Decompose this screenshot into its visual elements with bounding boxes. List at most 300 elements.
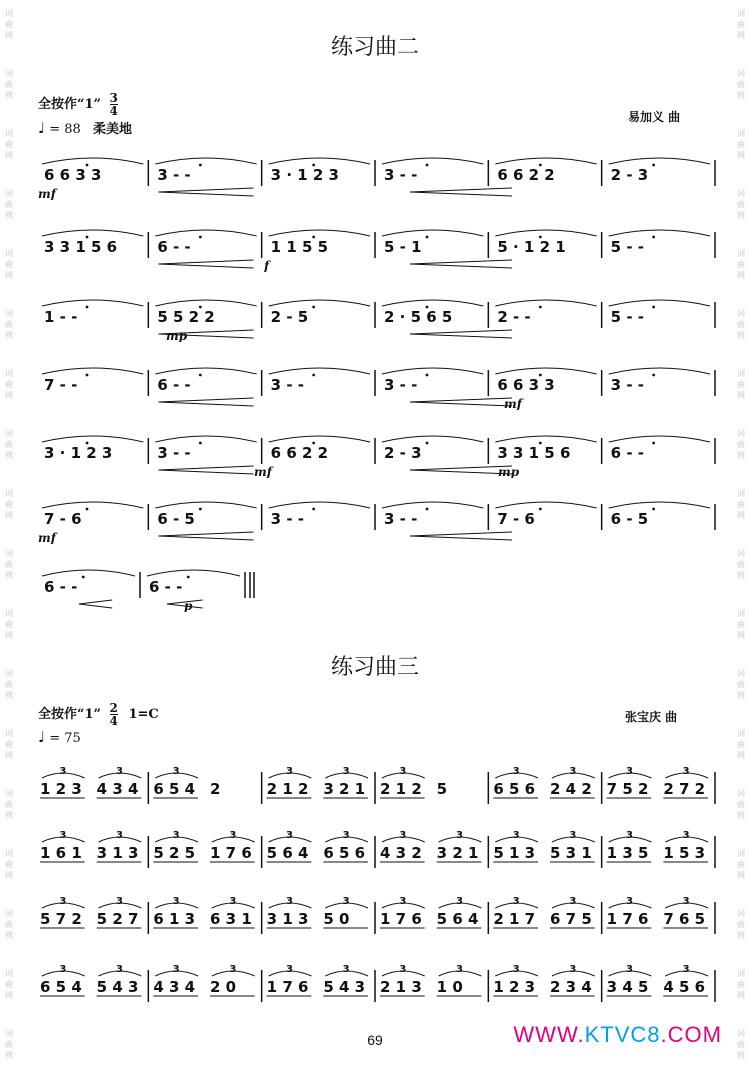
measure-notes: 6 - -: [610, 444, 645, 462]
watermark-text: 词 曲 网: [5, 189, 13, 220]
watermark-text: 词 曲 网: [5, 249, 13, 280]
piece2-composer: 易加义 曲: [628, 110, 681, 124]
measure-notes: 1 0: [436, 978, 463, 996]
slur: [609, 368, 710, 374]
measure-notes: 4 5 6: [663, 978, 706, 996]
octave-dot: [82, 576, 85, 579]
octave-dot: [652, 236, 655, 239]
octave-dot: [312, 306, 315, 309]
measure-notes: 4 3 2: [380, 844, 422, 862]
piece2-row: [36, 222, 716, 272]
octave-dot: [187, 576, 190, 579]
measure-notes: 6 5 6: [493, 780, 536, 798]
slur: [155, 158, 256, 164]
hairpin: [410, 466, 512, 474]
slur: [609, 300, 710, 306]
piece3-composer: 张宝庆 曲: [625, 710, 678, 724]
triplet-mark: 3: [59, 896, 67, 907]
octave-dot: [86, 306, 89, 309]
piece3-row-svg: [36, 764, 716, 814]
piece2-row: [36, 150, 716, 200]
octave-dot: [652, 508, 655, 511]
piece3-fingering: [38, 702, 159, 727]
triplet-mark: 3: [286, 964, 293, 975]
watermark-text: 词 曲 网: [737, 9, 745, 40]
piece2-row-svg: [36, 562, 716, 612]
piece2-fingering-text: 全按作“1”: [38, 97, 102, 112]
measure-notes: 2 1 2: [380, 780, 422, 798]
measure-notes: 6 5 6: [323, 844, 366, 862]
measure-notes: 5 - -: [610, 238, 645, 256]
slur: [382, 502, 483, 508]
triplet-mark: 3: [682, 964, 690, 975]
measure-notes: 7 5 2: [606, 780, 649, 798]
octave-dot: [199, 236, 202, 239]
watermark-text: 词 曲 网: [737, 369, 745, 400]
measure-notes: 3 - -: [384, 510, 418, 528]
measure-notes: 6 6 3 3: [497, 376, 555, 394]
measure-notes: 5 4 3: [96, 978, 139, 996]
hairpin: [158, 398, 253, 406]
dynamic-mark: mf: [504, 397, 522, 410]
piece2-row-svg: [36, 222, 716, 272]
hairpin: [410, 260, 512, 268]
piece2-row-svg: [36, 360, 716, 410]
measure-notes: 1 7 6: [266, 978, 309, 996]
measure-notes: 5 - -: [610, 308, 645, 326]
watermark-text: 词 曲 网: [5, 549, 13, 580]
triplet-mark: 3: [172, 964, 180, 975]
measure-notes: 5 1 3: [493, 844, 536, 862]
measure-notes: 2 3 4: [550, 978, 592, 996]
hairpin: [410, 188, 512, 196]
piece3-key: 1=C: [128, 707, 159, 722]
triplet-mark: 3: [59, 766, 67, 777]
triplet-mark: 3: [399, 896, 407, 907]
piece3-row: [36, 894, 716, 944]
triplet-mark: 3: [116, 830, 123, 841]
measure-notes: 5 - 1: [384, 238, 422, 256]
watermark-text: 词 曲 网: [5, 909, 13, 940]
dynamic-mark: p: [184, 599, 193, 612]
piece3-row-svg: [36, 894, 716, 944]
watermark-text: 词 曲 网: [5, 129, 13, 160]
measure-notes: 5 2 7: [96, 910, 139, 928]
piece3-time-top: 2: [109, 701, 118, 715]
measure-notes: 2: [210, 780, 221, 798]
triplet-mark: 3: [399, 766, 407, 777]
piece2-row-svg: [36, 150, 716, 200]
triplet-mark: 3: [569, 830, 577, 841]
piece3-row: [36, 828, 716, 878]
watermark-text: 词 曲 网: [737, 69, 745, 100]
measure-notes: 2 - 5: [270, 308, 309, 326]
watermark-text: 词 曲 网: [5, 969, 13, 1000]
triplet-mark: 3: [229, 964, 237, 975]
slur: [42, 436, 143, 442]
measure-notes: 3 1 3: [266, 910, 309, 928]
slur: [155, 230, 256, 236]
slur: [609, 230, 710, 236]
octave-dot: [312, 164, 315, 167]
slur: [382, 368, 483, 374]
octave-dot: [539, 508, 542, 511]
watermark-text: 词 曲 网: [737, 249, 745, 280]
watermark-text: 词 曲 网: [737, 1029, 745, 1060]
measure-notes: 1 6 1: [40, 844, 82, 862]
measure-notes: 6 6 3 3: [44, 166, 102, 184]
measure-notes: 3 - -: [610, 376, 645, 394]
measure-notes: 3 2 1: [323, 780, 366, 798]
watermark-text: 词 曲 网: [5, 849, 13, 880]
piece2-row-svg: [36, 292, 716, 342]
watermark-text: 词 曲 网: [737, 969, 745, 1000]
triplet-mark: 3: [59, 964, 67, 975]
triplet-mark: 3: [342, 896, 350, 907]
measure-notes: 1 7 6: [380, 910, 422, 928]
triplet-mark: 3: [456, 964, 463, 975]
piece2-time-signature: [110, 92, 118, 117]
watermark-text: 词 曲 网: [5, 309, 13, 340]
measure-notes: 2 4 2: [550, 780, 592, 798]
hairpin: [158, 466, 253, 474]
measure-notes: 6 - 5: [157, 510, 195, 528]
slur: [42, 570, 135, 576]
triplet-mark: 3: [286, 766, 293, 777]
measure-notes: 7 - 6: [497, 510, 535, 528]
octave-dot: [199, 508, 202, 511]
measure-notes: 2 - 3: [384, 444, 422, 462]
measure-notes: 2 7 2: [663, 780, 706, 798]
measure-notes: 3 2 1: [436, 844, 479, 862]
watermark-text: 词 曲 网: [737, 729, 745, 760]
watermark-right: [734, 0, 748, 1073]
octave-dot: [86, 374, 89, 377]
watermark-text: 词 曲 网: [5, 669, 13, 700]
watermark-text: 词 曲 网: [5, 609, 13, 640]
watermark-text: 词 曲 网: [737, 909, 745, 940]
octave-dot: [199, 306, 202, 309]
hairpin: [158, 188, 253, 196]
octave-dot: [539, 374, 542, 377]
measure-notes: 2 0: [210, 978, 237, 996]
measure-notes: 3 - -: [384, 166, 418, 184]
slur: [609, 158, 710, 164]
measure-notes: 5 7 2: [40, 910, 82, 928]
piece2-time-bottom: 4: [109, 104, 118, 118]
measure-notes: 3 · 1 2 3: [44, 444, 113, 462]
watermark-text: 词 曲 网: [737, 849, 745, 880]
slur: [269, 158, 370, 164]
slur: [609, 502, 710, 508]
piece2-row: [36, 494, 716, 544]
dynamic-mark: mp: [498, 465, 520, 478]
watermark-text: 词 曲 网: [737, 309, 745, 340]
watermark-text: 词 曲 网: [737, 129, 745, 160]
measure-notes: 6 - -: [44, 578, 78, 596]
triplet-mark: 3: [286, 896, 293, 907]
octave-dot: [312, 442, 315, 445]
triplet-mark: 3: [456, 830, 463, 841]
measure-notes: 1 2 3: [40, 780, 82, 798]
measure-notes: 6 - -: [149, 578, 183, 596]
measure-notes: 6 - -: [157, 238, 191, 256]
watermark-text: 词 曲 网: [5, 369, 13, 400]
hairpin: [410, 330, 512, 338]
watermark-text: 词 曲 网: [5, 429, 13, 460]
measure-notes: 3 - -: [157, 444, 191, 462]
measure-notes: 5 4 3: [323, 978, 366, 996]
triplet-mark: 3: [399, 830, 407, 841]
dynamic-mark: mp: [166, 329, 188, 342]
triplet-mark: 3: [229, 896, 237, 907]
slur: [155, 436, 256, 442]
slur: [42, 230, 143, 236]
piece3-time-bottom: 4: [109, 714, 118, 728]
octave-dot: [539, 442, 542, 445]
octave-dot: [426, 306, 429, 309]
site-logo: [513, 1022, 722, 1048]
triplet-mark: 3: [116, 964, 123, 975]
quarter-note-icon: ♩: [38, 119, 46, 137]
slur: [269, 300, 370, 306]
watermark-text: 词 曲 网: [737, 789, 745, 820]
hairpin: [158, 260, 253, 268]
measure-notes: 5 5 2 2: [157, 308, 215, 326]
triplet-mark: 3: [229, 830, 237, 841]
octave-dot: [86, 236, 89, 239]
octave-dot: [426, 508, 429, 511]
measure-notes: 6 - -: [157, 376, 191, 394]
measure-notes: 4 3 4: [153, 978, 196, 996]
slur: [495, 300, 596, 306]
octave-dot: [426, 236, 429, 239]
octave-dot: [312, 236, 315, 239]
measure-notes: 1 2 3: [493, 978, 536, 996]
measure-notes: 5 6 4: [436, 910, 479, 928]
octave-dot: [652, 442, 655, 445]
measure-notes: 3 - -: [270, 376, 305, 394]
triplet-mark: 3: [682, 766, 690, 777]
page-number: 69: [367, 1032, 383, 1048]
measure-notes: 1 7 6: [210, 844, 252, 862]
site-logo-suffix: .COM: [660, 1022, 722, 1047]
slur: [155, 502, 256, 508]
piece3-row-svg: [36, 828, 716, 878]
octave-dot: [312, 374, 315, 377]
measure-notes: 7 - -: [44, 376, 78, 394]
octave-dot: [312, 508, 315, 511]
slur: [155, 368, 256, 374]
piece2-tempo-value: = 88: [49, 122, 81, 137]
measure-notes: 2 1 3: [380, 978, 422, 996]
piece3-fingering-text: 全按作“1”: [38, 707, 102, 722]
hairpin: [410, 398, 512, 406]
piece2-row-svg: [36, 428, 716, 478]
measure-notes: 7 6 5: [663, 910, 706, 928]
measure-notes: 3 3 1 5 6: [497, 444, 571, 462]
octave-dot: [539, 306, 542, 309]
triplet-mark: 3: [682, 830, 690, 841]
measure-notes: 1 5 3: [663, 844, 706, 862]
dynamic-mark: mf: [254, 465, 272, 478]
slur: [42, 158, 143, 164]
piece3-row: [36, 962, 716, 1012]
watermark-text: 词 曲 网: [737, 489, 745, 520]
octave-dot: [199, 374, 202, 377]
hairpin: [79, 600, 112, 608]
slur: [42, 502, 143, 508]
octave-dot: [539, 164, 542, 167]
piece2-row-svg: [36, 494, 716, 544]
octave-dot: [426, 442, 429, 445]
slur: [269, 230, 370, 236]
watermark-left: [2, 0, 16, 1073]
slur: [382, 436, 483, 442]
slur: [382, 158, 483, 164]
triplet-mark: 3: [626, 896, 633, 907]
site-logo-prefix: WWW.: [513, 1022, 585, 1047]
slur: [155, 300, 256, 306]
measure-notes: 6 6 2 2: [497, 166, 555, 184]
measure-notes: 3 3 1 5 6: [44, 238, 118, 256]
measure-notes: 3 · 1 2 3: [270, 166, 340, 184]
slur: [382, 300, 483, 306]
octave-dot: [652, 374, 655, 377]
watermark-text: 词 曲 网: [737, 669, 745, 700]
triplet-mark: 3: [172, 896, 180, 907]
watermark-text: 词 曲 网: [5, 729, 13, 760]
slur: [147, 570, 240, 576]
piece2-row: [36, 428, 716, 478]
measure-notes: 4 3 4: [96, 780, 139, 798]
octave-dot: [199, 442, 202, 445]
measure-notes: 5 3 1: [550, 844, 592, 862]
triplet-mark: 3: [342, 830, 350, 841]
triplet-mark: 3: [682, 896, 690, 907]
piece2-tempo: [38, 118, 132, 137]
octave-dot: [86, 508, 89, 511]
measure-notes: 1 1 5 5: [270, 238, 329, 256]
quarter-note-icon: ♩: [38, 728, 46, 746]
triplet-mark: 3: [172, 830, 180, 841]
measure-notes: 2 - 3: [610, 166, 649, 184]
slur: [42, 300, 143, 306]
measure-notes: 3 - -: [384, 376, 418, 394]
slur: [609, 436, 710, 442]
measure-notes: 6 7 5: [550, 910, 592, 928]
measure-notes: 6 3 1: [210, 910, 252, 928]
triplet-mark: 3: [626, 766, 633, 777]
measure-notes: 7 - 6: [44, 510, 82, 528]
piece2-fingering: [38, 92, 118, 117]
watermark-text: 词 曲 网: [737, 549, 745, 580]
measure-notes: 3 - -: [270, 510, 305, 528]
triplet-mark: 3: [116, 766, 123, 777]
triplet-mark: 3: [399, 964, 407, 975]
piece3-tempo: [38, 728, 81, 746]
measure-notes: 1 7 6: [606, 910, 649, 928]
octave-dot: [652, 164, 655, 167]
watermark-text: 词 曲 网: [737, 189, 745, 220]
dynamic-mark: f: [264, 259, 270, 272]
measure-notes: 3 1 3: [96, 844, 139, 862]
piece3-title: 练习曲三: [330, 655, 419, 680]
measure-notes: 1 3 5: [606, 844, 649, 862]
triplet-mark: 3: [569, 964, 577, 975]
triplet-mark: 3: [116, 896, 123, 907]
slur: [269, 436, 370, 442]
piece2-expression: 柔美地: [92, 122, 132, 137]
triplet-mark: 3: [512, 964, 520, 975]
piece3-time-signature: [110, 702, 118, 727]
measure-notes: 6 1 3: [153, 910, 196, 928]
piece2-row: [36, 292, 716, 342]
measure-notes: 6 6 2 2: [270, 444, 329, 462]
measure-notes: 3 4 5: [606, 978, 649, 996]
octave-dot: [539, 236, 542, 239]
triplet-mark: 3: [342, 964, 350, 975]
triplet-mark: 3: [512, 766, 520, 777]
watermark-text: 词 曲 网: [5, 789, 13, 820]
measure-notes: 5: [436, 780, 448, 798]
watermark-text: 词 曲 网: [5, 9, 13, 40]
watermark-text: 词 曲 网: [5, 1029, 13, 1060]
slur: [495, 436, 596, 442]
measure-notes: 6 - 5: [610, 510, 649, 528]
triplet-mark: 3: [626, 830, 633, 841]
measure-notes: 2 - -: [497, 308, 531, 326]
octave-dot: [426, 374, 429, 377]
dynamic-mark: mf: [38, 187, 56, 200]
slur: [42, 368, 143, 374]
slur: [495, 502, 596, 508]
dynamic-mark: mf: [38, 531, 56, 544]
measure-notes: 5 2 5: [153, 844, 196, 862]
triplet-mark: 3: [626, 964, 633, 975]
site-logo-name: KTVC8: [584, 1022, 661, 1047]
octave-dot: [86, 164, 89, 167]
measure-notes: 2 1 2: [266, 780, 309, 798]
watermark-text: 词 曲 网: [737, 429, 745, 460]
piece2-title: 练习曲二: [330, 35, 419, 60]
octave-dot: [652, 306, 655, 309]
slur: [495, 158, 596, 164]
measure-notes: 3 - -: [157, 166, 191, 184]
piece3-tempo-value: = 75: [49, 731, 81, 746]
piece3-row: [36, 764, 716, 814]
watermark-text: 词 曲 网: [5, 69, 13, 100]
hairpin: [158, 532, 253, 540]
measure-notes: 5 6 4: [266, 844, 309, 862]
piece2-row: [36, 562, 716, 612]
triplet-mark: 3: [512, 830, 520, 841]
watermark-text: 词 曲 网: [737, 609, 745, 640]
slur: [269, 502, 370, 508]
measure-notes: 6 5 4: [40, 978, 82, 996]
piece3-row-svg: [36, 962, 716, 1012]
measure-notes: 1 - -: [44, 308, 78, 326]
slur: [495, 230, 596, 236]
triplet-mark: 3: [569, 896, 577, 907]
octave-dot: [199, 164, 202, 167]
hairpin: [410, 532, 512, 540]
slur: [495, 368, 596, 374]
measure-notes: 2 · 5 6 5: [384, 308, 453, 326]
octave-dot: [426, 164, 429, 167]
triplet-mark: 3: [456, 896, 463, 907]
measure-notes: 5 0: [323, 910, 350, 928]
